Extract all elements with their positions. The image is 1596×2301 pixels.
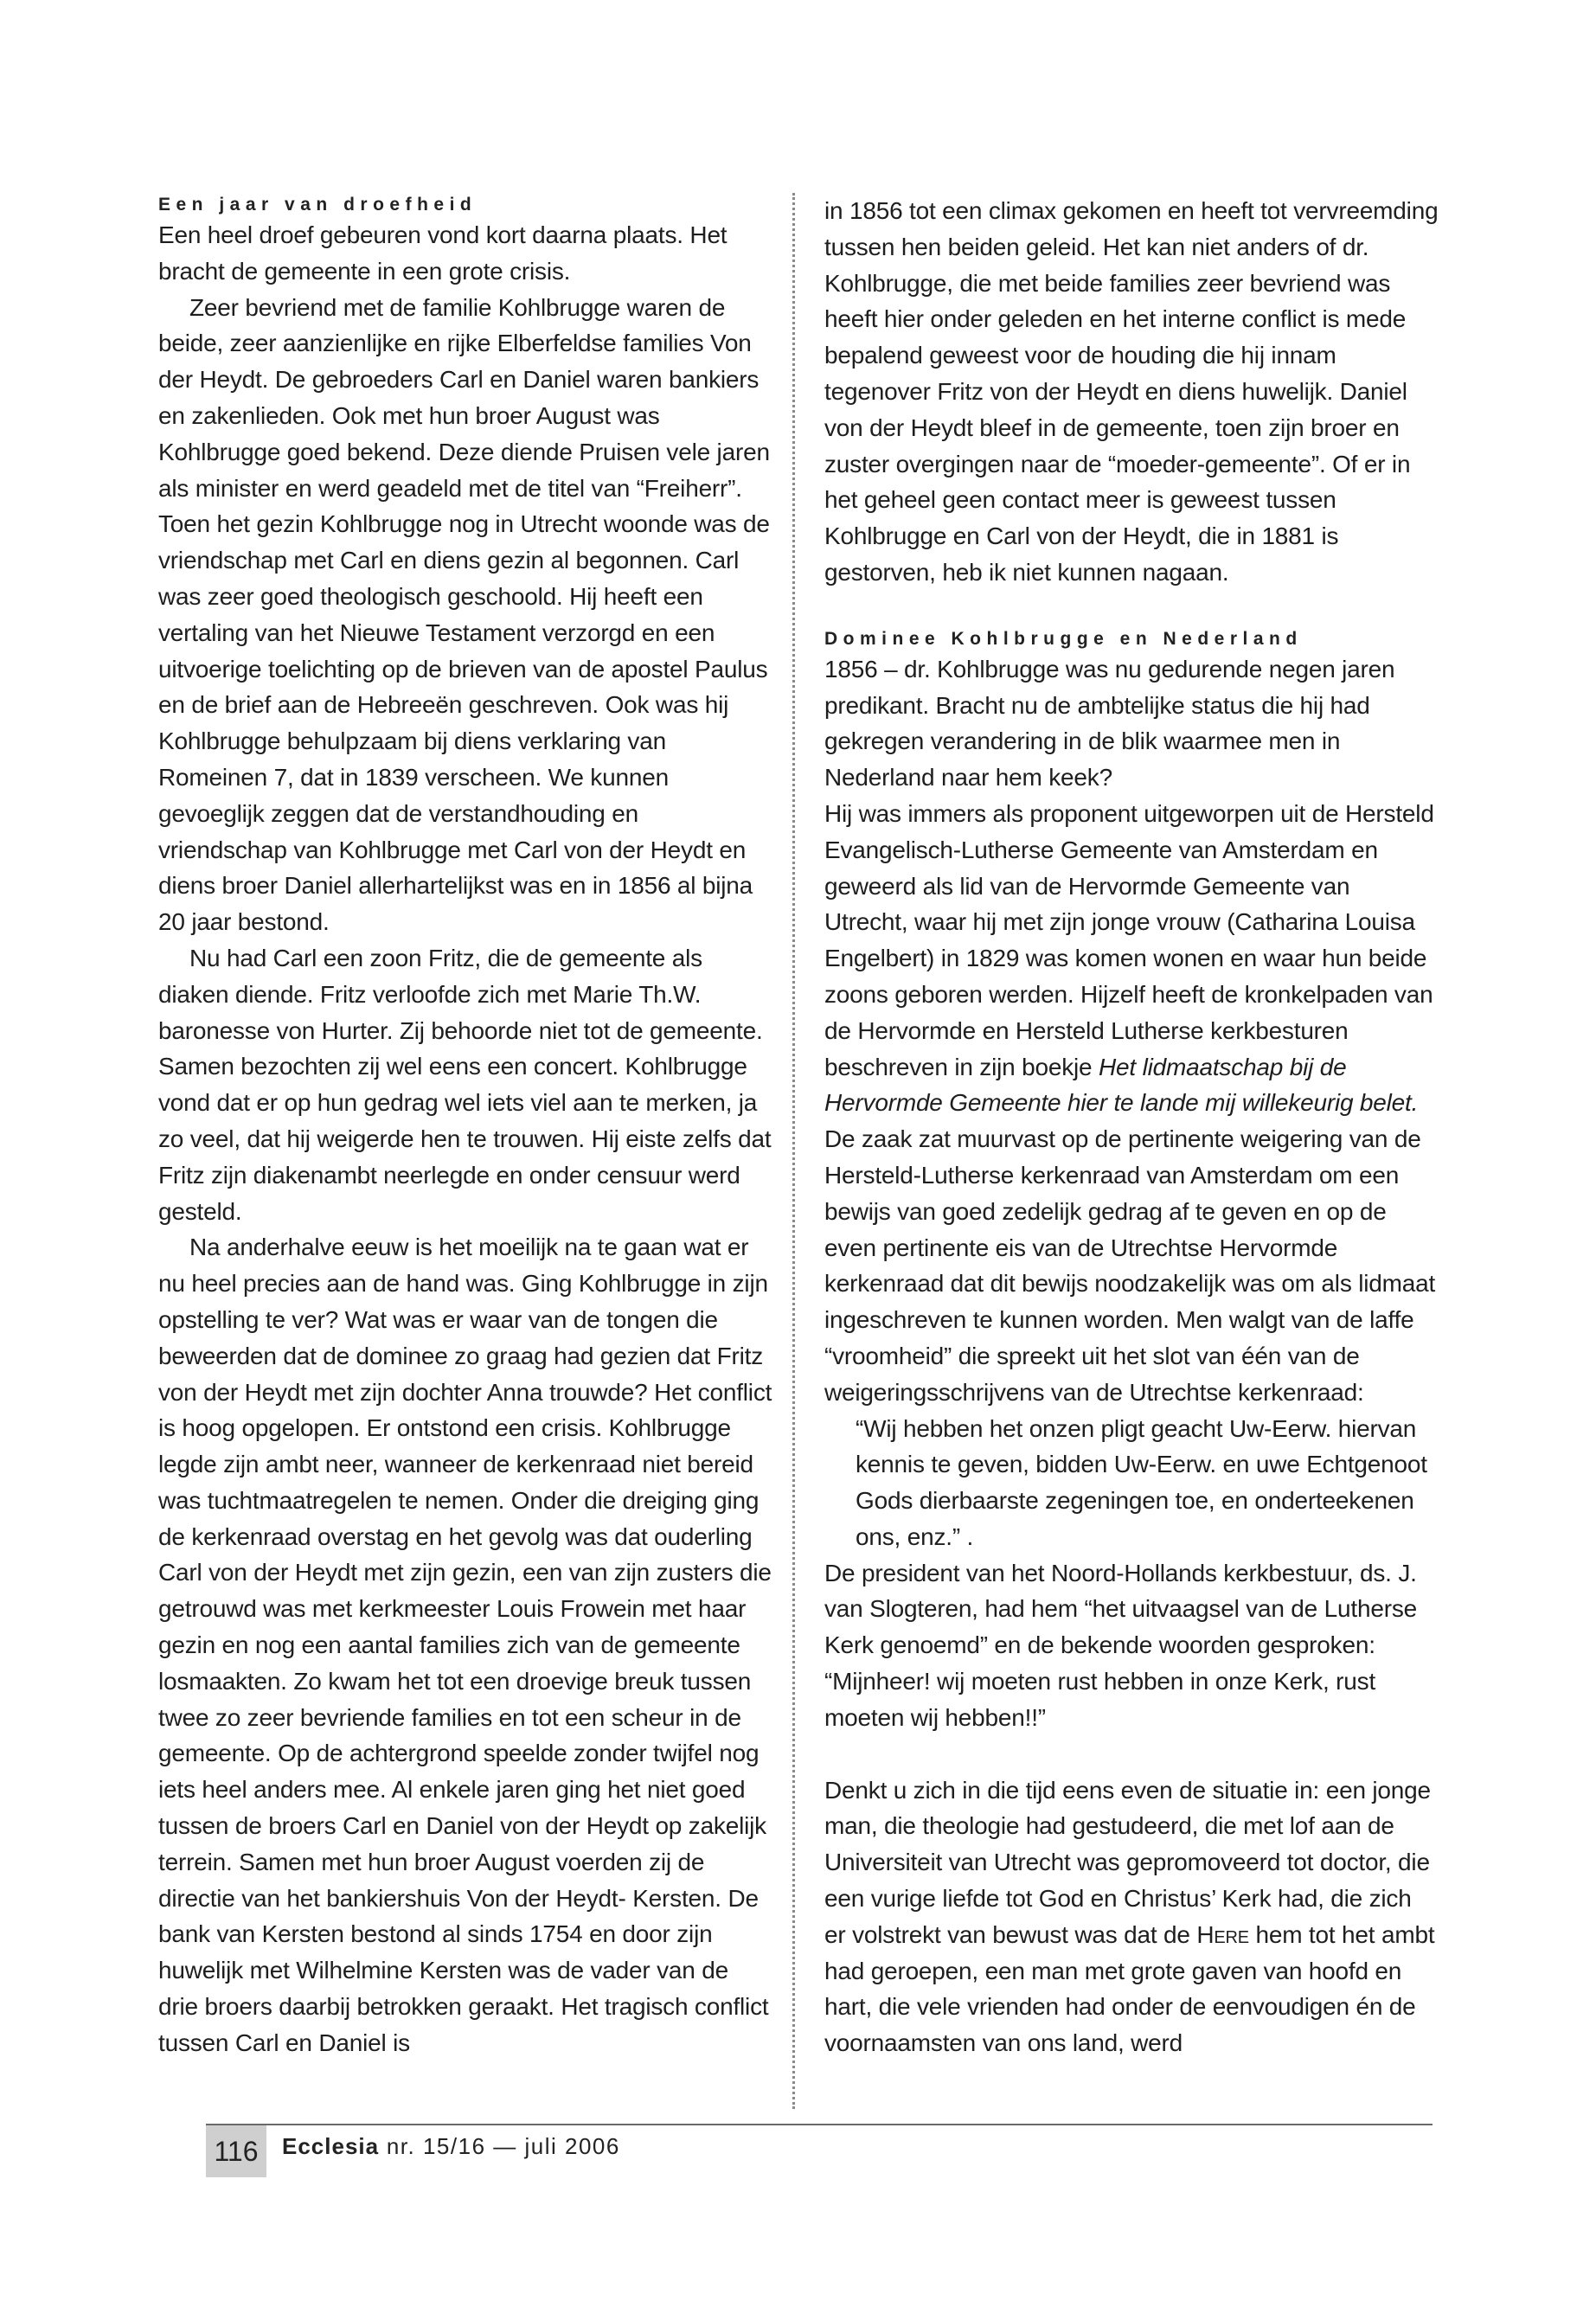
column-divider: [792, 193, 795, 2109]
paragraph: Zeer bevriend met de familie Kohlbrugge waren de beide, zeer aanzienlijke en rijke Elberfeldse families Von der Heydt. De gebroeders Carl en Daniel waren bankiers en zakenlieden. Ook met hun broer August was Kohlbrugge goed bekend. Deze diende Pruisen vele jaren als minister en werd geadeld met de titel van “Freiherr”. Toen het gezin Kohlbrugge nog in Utrecht woonde was de vriendschap met Carl en diens gezin al begonnen. Carl was zeer goed theologisch geschoold. Hij heeft een vertaling van het Nieuwe Testament verzorgd en een uitvoerige toelichting op de brieven van de apostel Paulus en de brief aan de Hebreeën geschreven. Ook was hij Kohlbrugge behulpzaam bij diens verklaring van Romeinen 7, dat in 1839 verscheen. We kunnen gevoeglijk zeggen dat de verstandhouding en vriendschap van Kohlbrugge met Carl von der Heydt en diens broer Daniel allerhartelijkst was en in 1856 al bijna 20 jaar bestond.: [158, 293, 770, 936]
paragraph: Na anderhalve eeuw is het moeilijk na te gaan wat er nu heel precies aan de hand was. Ging Kohlbrugge in zijn opstelling te ver? Wat was er waar van de tongen die beweerden dat de dominee zo graag had gezien dat Fritz von der Heydt met zijn dochter Anna trouwde? Het conflict is hoog opgelopen. Er ontstond een crisis. Kohlbrugge legde zijn ambt neer, wanneer de kerkenraad niet bereid was tuchtmaatregelen te nemen. Onder die dreiging ging de kerkenraad overstag en het gevolg was dat ouderling Carl von der Heydt met zijn gezin, een van zijn zusters die getrouwd was met kerkmeester Louis Frowein met haar gezin en nog een aantal families zich van de gemeente losmaakten. Zo kwam het tot een droevige breuk tussen twee zo zeer bevriende families en tot een scheur in de gemeente. Op de achtergrond speelde zonder twijfel nog iets heel anders mee. Al enkele jaren ging het niet goed tussen de broers Carl en Daniel von der Heydt op zakelijk terrein. Samen met hun broer August voerden zij de directie van het bankiershuis Von der Heydt- Kersten. De bank van Kersten bestond al sinds 1754 en door zijn huwelijk met Wilhelmine Kersten was de vader van de drie broers daarbij betrokken geraakt. Het tragisch conflict tussen Carl en Daniel is: [158, 1234, 772, 2056]
paragraph: Denkt u zich in die tijd eens even de situatie in: een jonge man, die theologie had gestudeerd, die met lof aan de Universiteit van Utrecht was gepromoveerd tot doctor, die een vurige liefde tot God en Christus’ Kerk had, die zich er volstrekt van bewust was dat de Here hem tot het ambt had geroepen, een man met grote gaven van hoofd en hart, die vele vrienden had onder de eenvoudigen én de voornaamsten van ons land, werd: [824, 1776, 1435, 2057]
footer-rule: [206, 2124, 1433, 2125]
section-heading: Dominee Kohlbrugge en Nederland: [824, 628, 1303, 649]
section-heading: Een jaar van droefheid: [158, 195, 478, 215]
paragraph: 1856 – dr. Kohlbrugge was nu gedurende negen jaren predikant. Bracht nu de ambtelijke status die hij had gekregen verandering in de blik waarmee men in Nederland naar hem keek?: [824, 655, 1395, 792]
paragraph: in 1856 tot een climax gekomen en heeft tot vervreemding tussen hen beiden geleid. Het kan niet anders of dr. Kohlbrugge, die met beide families zeer bevriend was heeft hier onder geleden en het interne conflict is mede bepalend geweest voor de houding die hij innam tegenover Fritz von der Heydt en diens huwelijk. Daniel von der Heydt bleef in de gemeente, toen zijn broer en zuster overgingen naar de “moeder-gemeente”. Of er in het geheel geen contact meer is geweest tussen Kohlbrugge en Carl von der Heydt, die in 1881 is gestorven, heb ik niet kunnen nagaan.: [824, 197, 1439, 586]
paragraph: Een heel droef gebeuren vond kort daarna plaats. Het bracht de gemeente in een grote crisis.: [158, 221, 727, 285]
left-column: [158, 193, 772, 2061]
right-column: [824, 193, 1439, 2061]
magazine-name: Ecclesia: [282, 2133, 380, 2159]
footer-publication: [282, 2133, 620, 2160]
issue-info: nr. 15/16 — juli 2006: [386, 2133, 620, 2159]
paragraph: De president van het Noord-Hollands kerkbestuur, ds. J. van Slogteren, had hem “het uitvaagsel van de Lutherse Kerk genoemd” en de bekende woorden gesproken: “Mijnheer! wij moeten rust hebben in onze Kerk, rust moeten wij hebben!!”: [824, 1559, 1417, 1731]
book-title: Het lidmaatschap bij de Hervormde Gemeente hier te lande mij willekeurig belet.: [824, 1053, 1419, 1117]
page-number: 116: [206, 2125, 266, 2177]
small-caps-word: Here: [1196, 1920, 1249, 1948]
paragraph: Hij was immers als proponent uitgeworpen uit de Hersteld Evangelisch-Lutherse Gemeente van Amsterdam en geweerd als lid van de Hervormde Gemeente van Utrecht, waar hij met zijn jonge vrouw (Catharina Louisa Engelbert) in 1829 was komen wonen en waar hun beide zoons geboren werden. Hijzelf heeft de kronkelpaden van de Hervormde en Hersteld Lutherse kerkbesturen beschreven in zijn boekje Het lidmaatschap bij de Hervormde Gemeente hier te lande mij willekeurig belet. De zaak zat muurvast op de pertinente weigering van de Hersteld-Lutherse kerkenraad van Amsterdam om een bewijs van goed zedelijk gedrag af te geven en op de even pertinente eis van de Utrechtse Hervormde kerkenraad dat dit bewijs noodzakelijk was om als lidmaat ingeschreven te kunnen worden. Men walgt van de laffe “vroomheid” die spreekt uit het slot van één van de weigeringsschrijvens van de Utrechtse kerkenraad:: [824, 799, 1436, 1406]
block-quote: “Wij hebben het onzen pligt geacht Uw-Eerw. hiervan kennis te geven, bidden Uw-Eerw. en uwe Echtgenoot Gods dierbaarste zegeningen toe, en onderteekenen ons, enz.” .: [856, 1414, 1427, 1550]
paragraph: Nu had Carl een zoon Fritz, die de gemeente als diaken diende. Fritz verloofde zich met Marie Th.W. baronesse von Hurter. Zij behoorde niet tot de gemeente. Samen bezochten zij wel eens een concert. Kohlbrugge vond dat er op hun gedrag wel iets viel aan te merken, ja zo veel, dat hij weigerde hen te trouwen. Hij eiste zelfs dat Fritz zijn diakenambt neerlegde en onder censuur werd gesteld.: [158, 944, 772, 1225]
